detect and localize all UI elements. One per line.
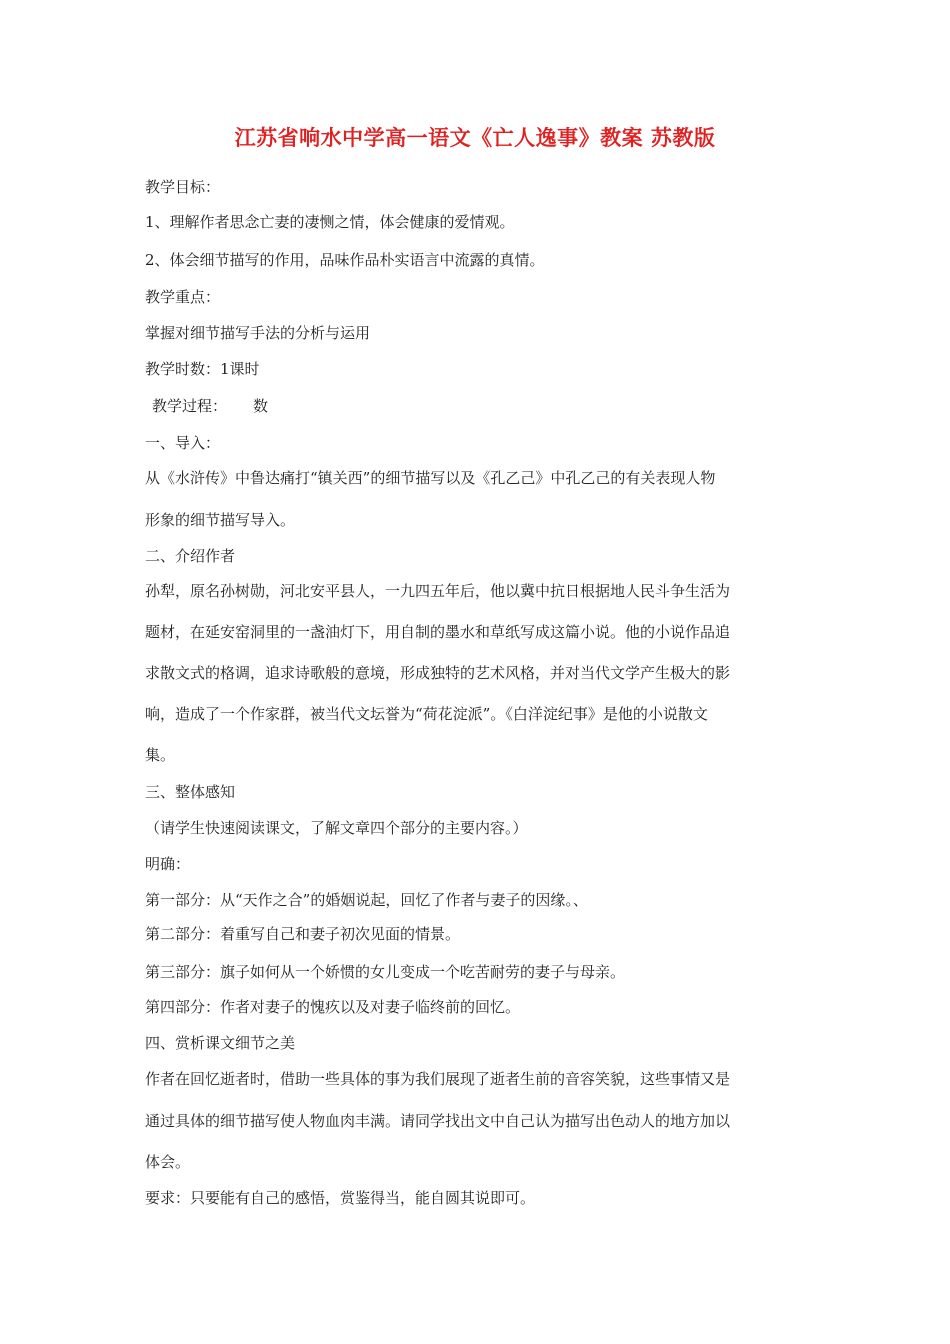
goal-2: 2、体会细节描写的作用，品味作品朴实语言中流露的真情。 bbox=[145, 251, 545, 269]
focus-text: 掌握对细节描写手法的分析与运用 bbox=[145, 324, 371, 342]
part-1: 第一部分：从“天作之合”的婚姻说起，回忆了作者与妻子的因缘。、 bbox=[145, 891, 588, 909]
teaching-hours: 教学时数：1课时 bbox=[145, 360, 260, 378]
section-2-paragraph-line: 响，造成了一个作家群，被当代文坛誉为“荷花淀派”。《白洋淀纪事》是他的小说散文 bbox=[145, 705, 708, 723]
section-4-paragraph-line: 作者在回忆逝者时，借助一些具体的事为我们展现了逝者生前的音容笑貌，这些事情又是 bbox=[145, 1070, 731, 1088]
section-1-paragraph-line: 形象的细节描写导入。 bbox=[145, 511, 296, 529]
section-1-paragraph-line: 从《水浒传》中鲁达痛打“镇关西”的细节描写以及《孔乙己》中孔乙己的有关表现人物 bbox=[145, 469, 716, 487]
process-heading-line bbox=[152, 396, 268, 416]
focus-heading: 教学重点： bbox=[145, 288, 221, 306]
section-3-heading: 三、整体感知 bbox=[145, 783, 236, 801]
page-title: 江苏省响水中学高一语文《亡人逸事》教案 苏教版 bbox=[234, 125, 716, 150]
goals-heading: 教学目标： bbox=[145, 178, 221, 196]
section-2-paragraph-line: 集。 bbox=[145, 746, 176, 764]
part-4: 第四部分：作者对妻子的愧疚以及对妻子临终前的回忆。 bbox=[145, 998, 521, 1016]
section-4-requirement: 要求：只要能有自己的感悟，赏鉴得当，能自圆其说即可。 bbox=[145, 1189, 536, 1207]
process-heading: 教学过程： bbox=[152, 397, 228, 415]
section-2-paragraph-line: 题材，在延安窑洞里的一盏油灯下，用自制的墨水和草纸写成这篇小说。他的小说作品追 bbox=[145, 623, 731, 641]
goal-1: 1、理解作者思念亡妻的凄恻之情，体会健康的爱情观。 bbox=[145, 213, 515, 231]
process-stray-char: 数 bbox=[253, 397, 269, 415]
part-2: 第二部分：着重写自己和妻子初次见面的情景。 bbox=[145, 925, 461, 943]
section-4-paragraph-line: 通过具体的细节描写使人物血肉丰满。请同学找出文中自己认为描写出色动人的地方加以 bbox=[145, 1112, 731, 1130]
section-1-heading: 一、导入： bbox=[145, 434, 221, 452]
section-2-heading: 二、介绍作者 bbox=[145, 547, 236, 565]
section-2-paragraph-line: 求散文式的格调，追求诗歌般的意境，形成独特的艺术风格，并对当代文学产生极大的影 bbox=[145, 664, 731, 682]
part-3: 第三部分：旗子如何从一个娇惯的女儿变成一个吃苦耐劳的妻子与母亲。 bbox=[145, 963, 626, 981]
section-4-paragraph-line: 体会。 bbox=[145, 1153, 191, 1171]
section-2-paragraph-line: 孙犁，原名孙树勋，河北安平县人，一九四五年后，他以冀中抗日根据地人民斗争生活为 bbox=[145, 582, 731, 600]
section-4-heading: 四、赏析课文细节之美 bbox=[145, 1034, 296, 1052]
section-3-clarify: 明确： bbox=[145, 855, 191, 873]
section-3-note: （请学生快速阅读课文，了解文章四个部分的主要内容。） bbox=[145, 819, 528, 837]
